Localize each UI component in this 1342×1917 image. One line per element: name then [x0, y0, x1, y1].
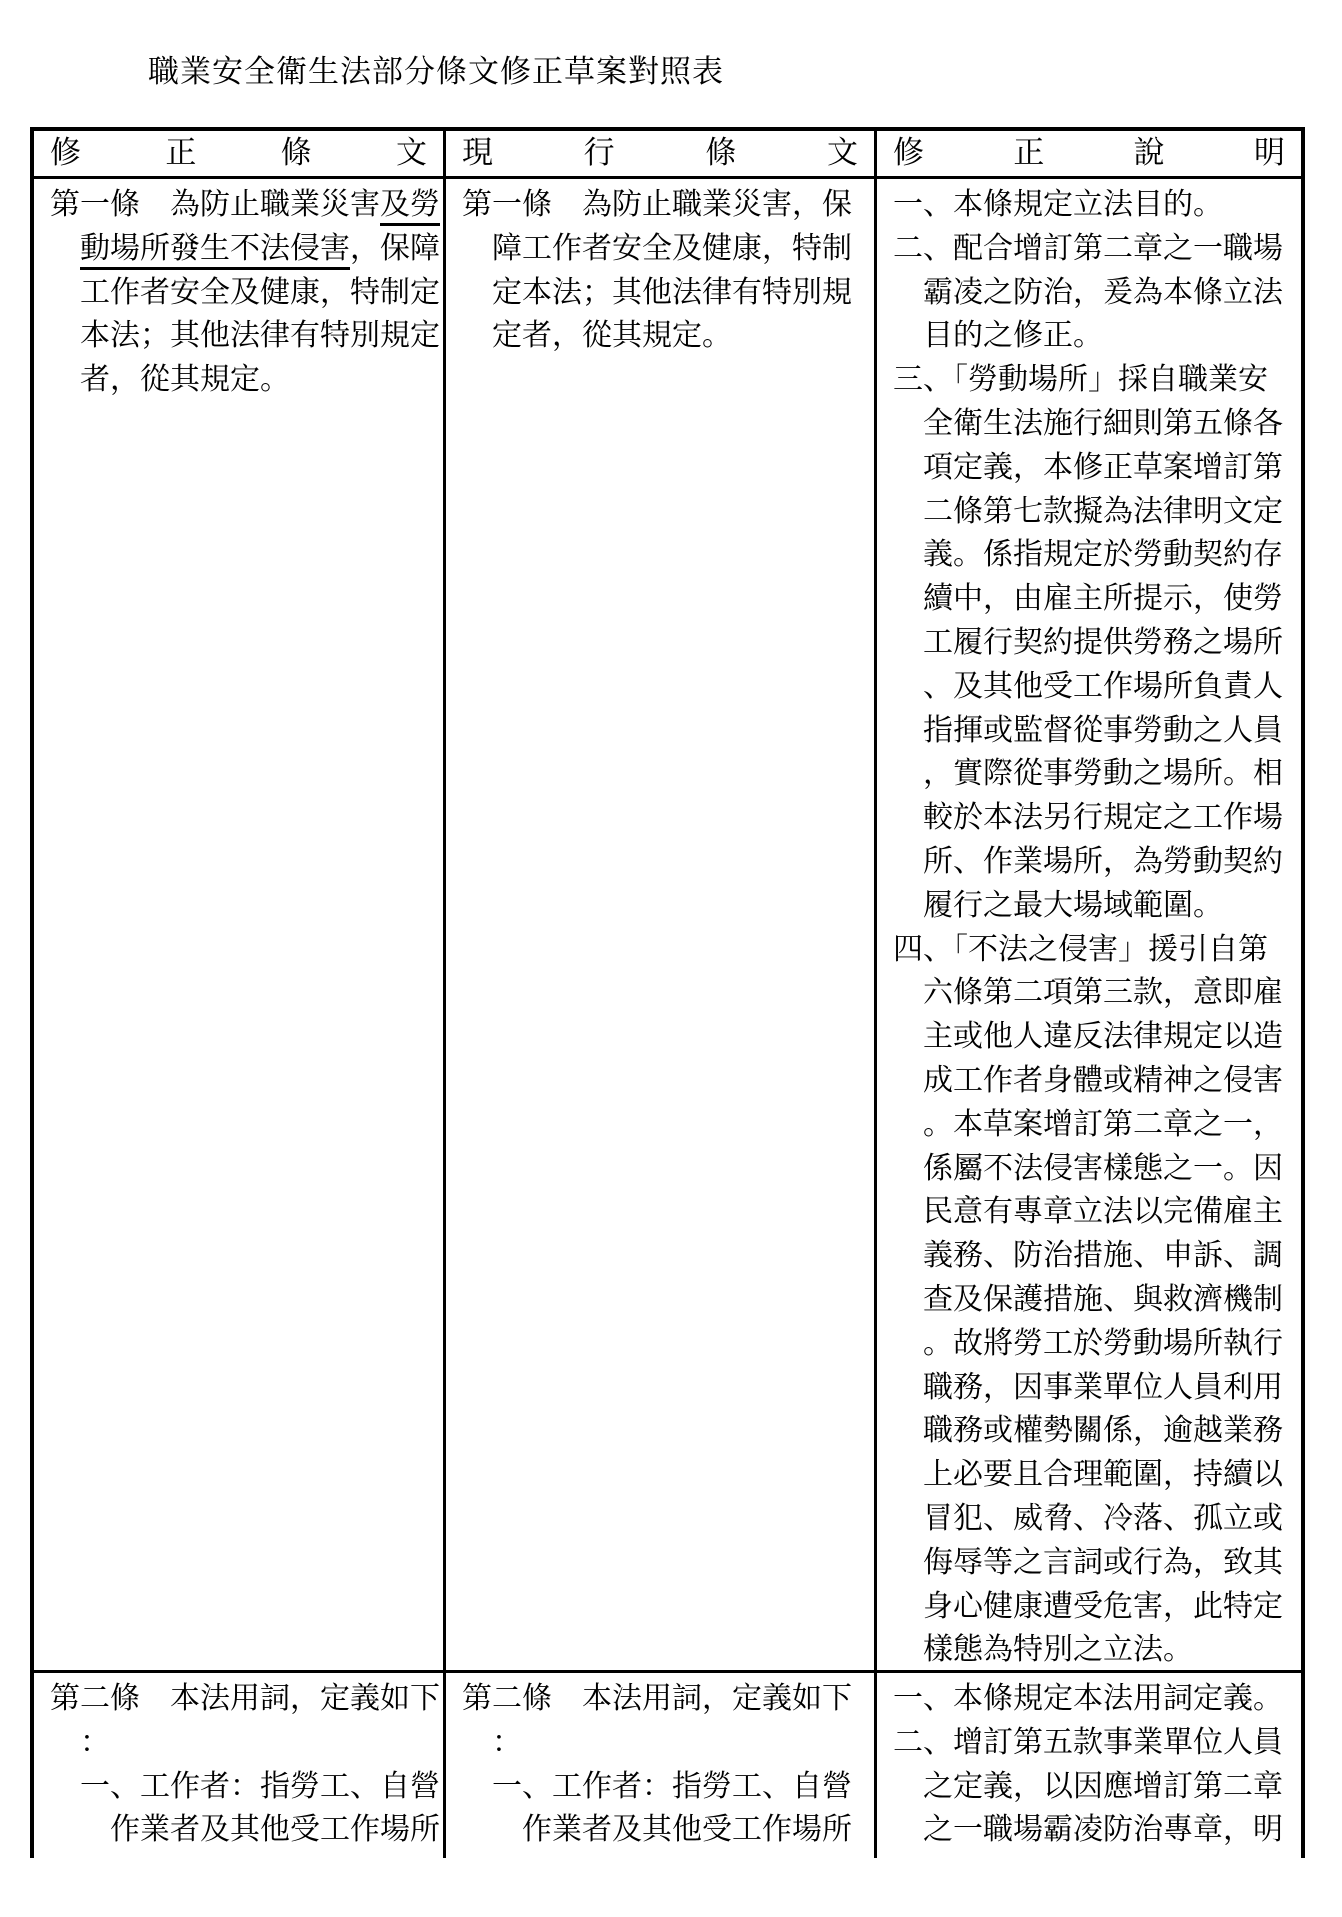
text-segment: 定本法；其他法律有特別規 — [492, 274, 852, 310]
column-header — [446, 131, 877, 176]
text-line — [893, 1808, 1297, 1852]
comparison-table — [30, 127, 1305, 1858]
text-segment: 民意有專章立法以完備雇主 — [923, 1194, 1283, 1230]
document-title: 職業安全衛生法部分條文修正草案對照表 — [148, 54, 724, 90]
text-line — [893, 1585, 1297, 1629]
table-cell — [877, 1673, 1301, 1858]
text-segment: 續中，由雇主所提示，使勞 — [923, 581, 1283, 617]
text-line — [893, 533, 1297, 577]
text-segment: 主或他人違反法律規定以造 — [923, 1019, 1283, 1055]
table-cell — [446, 179, 877, 1670]
text-segment: 成工作者身體或精神之侵害 — [923, 1062, 1283, 1098]
text-line — [893, 1059, 1297, 1103]
text-line — [893, 1190, 1297, 1234]
text-line — [462, 1765, 870, 1809]
text-line — [893, 358, 1297, 402]
text-segment: 三、「勞動場所」採自職業安 — [893, 362, 1268, 398]
header-char: 修 — [50, 135, 81, 171]
text-line — [50, 314, 439, 358]
text-segment: ，實際從事勞動之場所。相 — [923, 756, 1283, 792]
text-line — [893, 1278, 1297, 1322]
text-segment: 樣態為特別之立法。 — [923, 1632, 1193, 1668]
column-header — [877, 131, 1301, 176]
text-line — [893, 1765, 1297, 1809]
header-char: 文 — [395, 135, 427, 171]
text-line — [893, 1015, 1297, 1059]
text-line — [462, 183, 870, 227]
text-line — [893, 1677, 1297, 1721]
header-char: 文 — [826, 135, 858, 171]
text-segment: 之一職場霸凌防治專章，明 — [923, 1812, 1283, 1848]
text-segment: 霸凌之防治，爰為本條立法 — [923, 274, 1283, 310]
header-char: 正 — [165, 135, 197, 171]
text-segment: 係屬不法侵害樣態之一。因 — [923, 1150, 1283, 1186]
text-segment: 定者，從其規定。 — [492, 318, 732, 354]
table-cell — [34, 179, 446, 1670]
text-segment: 目的之修正。 — [923, 318, 1103, 354]
table-row — [34, 1673, 1301, 1858]
text-segment: 六條第二項第三款，意即雇 — [923, 975, 1283, 1011]
text-segment: 二、配合增訂第二章之一職場 — [893, 230, 1283, 266]
text-segment: 上必要且合理範圍，持續以 — [923, 1457, 1283, 1493]
text-line — [893, 1541, 1297, 1585]
text-segment: 障工作者安全及健康，特制 — [492, 230, 852, 266]
text-segment: 第一條 為防止職業災害 — [50, 187, 380, 222]
text-segment: 二條第七款擬為法律明文定 — [923, 493, 1283, 529]
table-cell — [446, 1673, 877, 1858]
text-line — [50, 1721, 439, 1765]
text-segment: 工作者安全及健康，特制定 — [80, 274, 440, 310]
text-line — [893, 271, 1297, 315]
text-line — [893, 709, 1297, 753]
text-segment: 第二條 本法用詞，定義如下 — [50, 1681, 440, 1716]
text-line — [893, 1453, 1297, 1497]
text-segment: 二、增訂第五款事業單位人員 — [893, 1724, 1283, 1760]
text-line — [893, 1322, 1297, 1366]
text-line — [893, 971, 1297, 1015]
text-line — [462, 314, 870, 358]
header-char: 條 — [280, 135, 312, 171]
text-line — [893, 314, 1297, 358]
header-char: 行 — [583, 135, 615, 171]
underlined-text: 動場所發生不法侵害 — [80, 231, 350, 270]
text-segment: ： — [80, 1724, 110, 1760]
text-line — [50, 183, 439, 227]
text-segment: 。故將勞工於勞動場所執行 — [923, 1325, 1283, 1361]
text-line — [893, 1497, 1297, 1541]
text-line — [893, 402, 1297, 446]
text-line — [462, 1721, 870, 1765]
text-line — [893, 1366, 1297, 1410]
text-line — [893, 1103, 1297, 1147]
text-segment: 指揮或監督從事勞動之人員 — [923, 712, 1283, 748]
column-header — [34, 131, 446, 176]
table-cell — [34, 1673, 446, 1858]
text-line — [893, 1721, 1297, 1765]
text-segment: 四、「不法之侵害」援引自第 — [893, 931, 1268, 967]
text-line — [893, 796, 1297, 840]
text-line — [50, 227, 439, 271]
text-segment: 第一條 為防止職業災害，保 — [462, 187, 852, 222]
text-segment: 義務、防治措施、申訴、調 — [923, 1238, 1283, 1274]
text-segment: 一、本條規定本法用詞定義。 — [893, 1681, 1283, 1716]
text-line — [893, 1147, 1297, 1191]
text-line — [50, 271, 439, 315]
text-segment: 一、工作者：指勞工、自營 — [492, 1768, 852, 1804]
header-char: 說 — [1133, 135, 1165, 171]
text-segment: 。本草案增訂第二章之一， — [923, 1106, 1283, 1142]
text-segment: 較於本法另行規定之工作場 — [923, 800, 1283, 836]
text-segment: 全衛生法施行細則第五條各 — [923, 405, 1283, 441]
text-line — [462, 271, 870, 315]
text-line — [893, 884, 1297, 928]
text-segment: 本法；其他法律有特別規定 — [80, 318, 440, 354]
header-char: 修 — [893, 135, 924, 171]
text-line — [50, 1765, 439, 1809]
header-char: 條 — [705, 135, 737, 171]
text-segment: 作業者及其他受工作場所 — [110, 1812, 440, 1848]
text-segment: 履行之最大場域範圍。 — [923, 887, 1223, 923]
text-line — [50, 358, 439, 402]
text-segment: 第二條 本法用詞，定義如下 — [462, 1681, 852, 1716]
text-segment: 義。係指規定於勞動契約存 — [923, 537, 1283, 573]
text-line — [893, 621, 1297, 665]
text-line — [893, 665, 1297, 709]
text-segment: 作業者及其他受工作場所 — [522, 1812, 852, 1848]
table-row — [34, 179, 1301, 1673]
text-line — [893, 183, 1297, 227]
text-segment: 項定義，本修正草案增訂第 — [923, 449, 1283, 485]
table-header-row — [34, 131, 1301, 179]
text-line — [893, 577, 1297, 621]
text-segment: 工履行契約提供勞務之場所 — [923, 624, 1283, 660]
header-char: 明 — [1253, 135, 1285, 171]
text-line — [893, 446, 1297, 490]
text-line — [893, 1409, 1297, 1453]
text-segment: 職務或權勢關係，逾越業務 — [923, 1413, 1283, 1449]
text-line — [893, 227, 1297, 271]
text-segment: 者，從其規定。 — [80, 362, 290, 398]
text-line — [462, 227, 870, 271]
text-line — [50, 1808, 439, 1852]
text-segment: 、及其他受工作場所負責人 — [923, 668, 1283, 704]
text-segment: 查及保護措施、與救濟機制 — [923, 1281, 1283, 1317]
text-line — [462, 1808, 870, 1852]
text-line — [893, 1628, 1297, 1670]
text-line — [462, 1677, 870, 1721]
text-line — [893, 928, 1297, 972]
table-cell — [877, 179, 1301, 1670]
text-segment: ，保障 — [350, 230, 440, 266]
header-char: 正 — [1013, 135, 1045, 171]
text-segment: 冒犯、威脅、冷落、孤立或 — [923, 1500, 1283, 1536]
text-segment: 一、本條規定立法目的。 — [893, 187, 1223, 222]
text-segment: 侮辱等之言詞或行為，致其 — [923, 1544, 1283, 1580]
text-segment: 之定義，以因應增訂第二章 — [923, 1768, 1283, 1804]
text-segment: 一、工作者：指勞工、自營 — [80, 1768, 440, 1804]
text-segment: 所、作業場所，為勞動契約 — [923, 843, 1283, 879]
header-char: 現 — [462, 135, 493, 171]
underlined-text: 及勞 — [380, 187, 440, 226]
text-line — [893, 752, 1297, 796]
text-segment: 身心健康遭受危害，此特定 — [923, 1588, 1283, 1624]
text-segment: ： — [492, 1724, 522, 1760]
text-line — [893, 490, 1297, 534]
text-line — [50, 1677, 439, 1721]
text-line — [893, 1234, 1297, 1278]
text-line — [893, 840, 1297, 884]
text-segment: 職務，因事業單位人員利用 — [923, 1369, 1283, 1405]
